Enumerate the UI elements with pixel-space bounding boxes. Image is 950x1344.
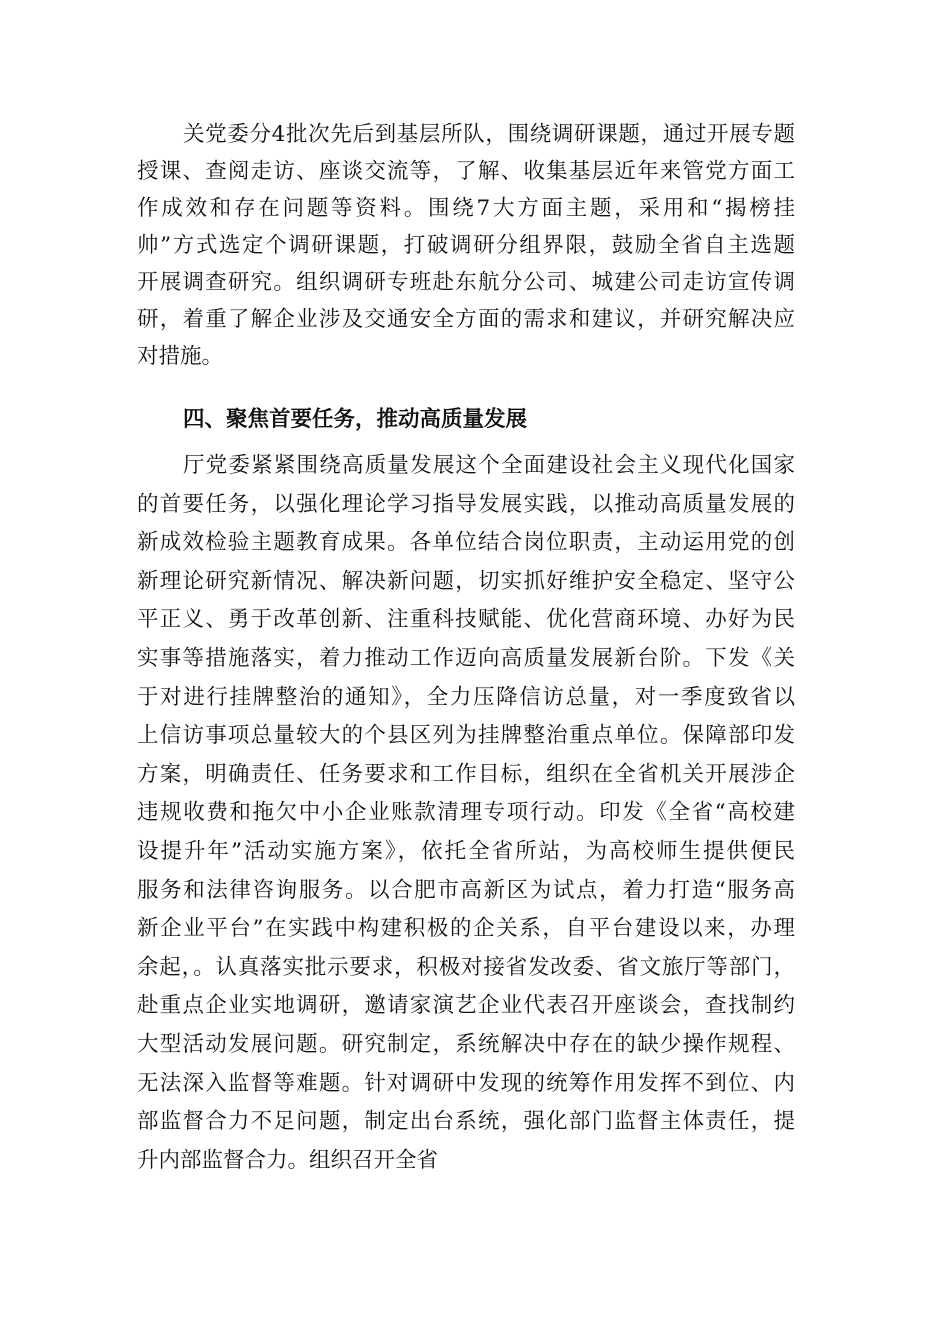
text-line: 无法深入监督等难题。针对调研中发现的统筹作用发挥不到位、内 [137, 1070, 795, 1096]
text-line: 上信访事项总量较大的个县区列为挂牌整治重点单位。保障部印发 [137, 723, 795, 749]
text-line: 厅党委紧紧围绕高质量发展这个全面建设社会主义现代化国家 [183, 453, 795, 478]
section-heading: 四、聚焦首要任务，推动高质量发展 [183, 407, 528, 432]
text-line: 赴重点企业实地调研，邀请家演艺企业代表召开座谈会，查找制约 [137, 993, 795, 1019]
text-line: 新企业平台”在实践中构建积极的企关系，自平台建设以来，办理 [137, 916, 795, 942]
text-line: 研，着重了解企业涉及交通安全方面的需求和建议，并研究解决应 [137, 307, 795, 332]
text-line: 方案，明确责任、任务要求和工作目标，组织在全省机关开展涉企 [137, 761, 795, 787]
text-line: 违规收费和拖欠中小企业账款清理专项行动。印发《全省“高校建 [137, 800, 795, 826]
text-line: 开展调查研究。组织调研专班赴东航分公司、城建公司走访宣传调 [137, 270, 795, 295]
text-line: 部监督合力不足问题，制定出台系统，强化部门监督主体责任，提 [137, 1109, 795, 1135]
text-line: 服务和法律咨询服务。以合肥市高新区为试点，着力打造“服务高 [137, 877, 795, 903]
text-line: 的首要任务，以强化理论学习指导发展实践，以推动高质量发展的 [137, 491, 795, 517]
text-line: 对措施。 [137, 344, 224, 369]
text-line: 授课、查阅走访、座谈交流等，了解、收集基层近年来管党方面工 [137, 159, 795, 184]
text-line: 平正义、勇于改革创新、注重科技赋能、优化营商环境、办好为民 [137, 607, 795, 633]
text-line: 新成效检验主题教育成果。各单位结合岗位职责，主动运用党的创 [137, 530, 795, 556]
text-line: 实事等措施落实，着力推动工作迈向高质量发展新台阶。下发《关 [137, 645, 795, 671]
paragraph-2 [137, 447, 795, 1180]
text-line: 升内部监督合力。组织召开全省 [137, 1147, 439, 1173]
text-line: 帅”方式选定个调研课题，打破调研分组界限，鼓励全省自主选题 [137, 233, 795, 258]
text-line: 余起，。认真落实批示要求，积极对接省发改委、省文旅厅等部门， [137, 954, 795, 980]
text-line: 新理论研究新情况、解决新问题，切实抓好维护安全稳定、坚守公 [137, 568, 795, 594]
text-line: 作成效和存在问题等资料。围绕7大方面主题，采用和“揭榜挂 [137, 196, 795, 221]
text-line: 于对进行挂牌整治的通知》，全力压降信访总量，对一季度致省以 [137, 684, 795, 710]
text-line: 设提升年”活动实施方案》，依托全省所站，为高校师生提供便民 [137, 838, 795, 864]
text-line: 关党委分4批次先后到基层所队，围绕调研课题，通过开展专题 [183, 122, 795, 147]
paragraph-1 [137, 116, 795, 375]
text-line: 大型活动发展问题。研究制定，系统解决中存在的缺少操作规程、 [137, 1031, 795, 1057]
